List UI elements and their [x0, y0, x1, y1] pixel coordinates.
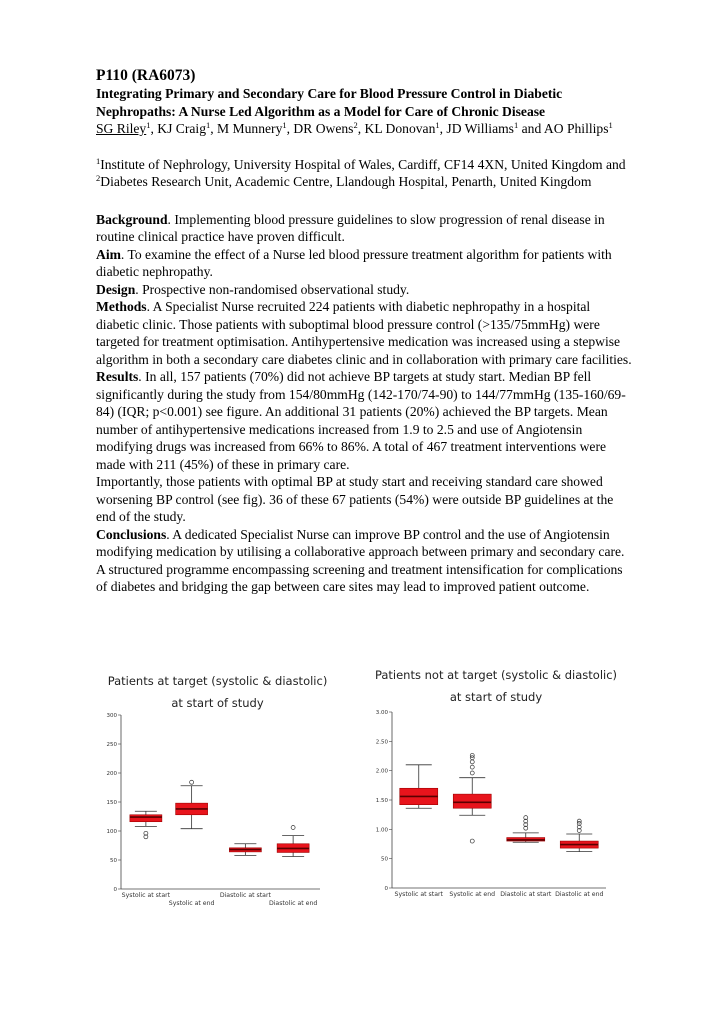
- section-label: Design: [96, 281, 136, 297]
- section-label: Aim: [96, 246, 121, 262]
- author-affil-sup: 1: [608, 120, 613, 130]
- section-conclusions: [96, 526, 636, 596]
- outlier-point: [470, 771, 474, 775]
- section-text: . A dedicated Specialist Nurse can improve BP control and the use of Angiotensin modifying medication by utilising a collaborative approach between primary and secondary care. A structured programme encompassing screening and treatment intensification for complications of diabetes and bridging the gap between care sites may lead to improved patient outcome.: [96, 526, 625, 594]
- chart-title: [366, 664, 626, 708]
- outlier-point: [291, 826, 295, 830]
- affiliation: [96, 156, 636, 191]
- outlier-point: [470, 839, 474, 843]
- y-tick-label: 2.50: [375, 739, 388, 746]
- y-tick-label: 3.00: [375, 710, 388, 716]
- y-tick-label: 250: [106, 742, 117, 748]
- section-background: [96, 211, 636, 246]
- abstract-body: [96, 211, 636, 596]
- chart-title-line: at start of study: [449, 690, 543, 704]
- category-label: Diastolic at start: [500, 891, 552, 898]
- affil-sup: 1: [96, 155, 101, 166]
- box-iqr: [130, 815, 162, 822]
- section-text: . Implementing blood pressure guidelines to slow progression of renal disease in routine clinical practice have proven difficult.: [96, 211, 605, 244]
- author-presenting: SG Riley: [96, 121, 147, 136]
- abstract-title: [96, 85, 636, 120]
- y-tick-label: 1.50: [375, 798, 388, 804]
- y-tick-label: 150: [106, 800, 117, 806]
- y-tick-label: 1.00: [375, 827, 388, 834]
- chart-title-line: Patients at target (systolic & diastolic): [107, 674, 328, 688]
- box-iqr: [453, 794, 491, 808]
- section-label: Background: [96, 211, 168, 227]
- title-line-2: Nephropaths: A Nurse Led Algorithm as a Model for Care of Chronic Disease: [96, 103, 546, 119]
- y-tick-label: 50: [381, 856, 388, 863]
- section-text: . To examine the effect of a Nurse led blood pressure treatment algorithm for patients with diabetic nephropathy.: [96, 246, 612, 279]
- title-line-1: Integrating Primary and Secondary Care for Blood Pressure Control in Diabetic: [96, 86, 563, 101]
- outlier-point: [190, 780, 194, 784]
- category-label: Systolic at end: [449, 891, 496, 898]
- category-label: Diastolic at start: [219, 892, 271, 899]
- y-tick-label: 0: [384, 886, 388, 892]
- chart-title-line: Patients not at target (systolic & diastolic): [374, 668, 618, 682]
- y-tick-label: 100: [106, 829, 117, 835]
- author-affil-sup: 2: [353, 120, 358, 130]
- affil-sup: 2: [96, 173, 101, 183]
- section-text: . Prospective non-randomised observational study.: [135, 281, 410, 297]
- author: and AO Phillips: [518, 121, 609, 136]
- y-tick-label: 200: [106, 771, 117, 777]
- section-text: . A Specialist Nurse recruited 224 patients with diabetic nephropathy in a hospital diabetic clinic. Those patients with suboptimal blood pressure control (>135/75mmHg) were targeted for treatment optimisation. Antihypertensive medication was increased using a stepwise algorithm in both a secondary care diabetes clinic and in collaboration with primary care facilities.: [96, 299, 632, 367]
- category-label: Systolic at end: [168, 900, 215, 907]
- section-methods: [96, 298, 636, 368]
- author: , JD Williams: [439, 121, 514, 136]
- author-affil-sup: 1: [146, 120, 151, 130]
- outlier-point: [470, 765, 474, 769]
- chart-title-line: at start of study: [171, 696, 264, 710]
- outlier-point: [470, 760, 474, 764]
- category-label: Diastolic at end: [268, 900, 318, 907]
- section-label: Results: [96, 369, 139, 384]
- affil-text: Institute of Nephrology, University Hospital of Wales, Cardiff, CF14 4XN, United Kingdom and: [100, 156, 626, 172]
- section-text: . In all, 157 patients (70%) did not achieve BP targets at study start. Median BP fell significantly during the study from 154/80mmHg (142-170/74-90) to 144/77mmHg (135-160/69-84) (IQR; p<0.001) see figure. An additional 31 patients (20%) achieved the BP targets. Mean number of antihypertensive medications increased from 1.9 to 2.5 and use of Angiotensin modifying drugs was increased from 66% to 86%. A total of 467 treatment interventions were made with 211 (45%) of these in primary care.: [96, 369, 626, 472]
- boxplot-at-target: [95, 660, 340, 915]
- y-tick-label: 50: [110, 858, 117, 864]
- author: , KL Donovan: [357, 121, 436, 136]
- author-affil-sup: 1: [513, 120, 519, 130]
- author: , M Munnery: [210, 121, 283, 136]
- section-label: Methods: [96, 299, 147, 314]
- y-tick-label: 300: [106, 713, 117, 719]
- author-affil-sup: 1: [206, 120, 211, 130]
- section-label: Conclusions: [96, 526, 167, 542]
- author: , KJ Craig: [150, 121, 206, 136]
- author-affil-sup: 1: [435, 120, 440, 130]
- section-aim: [96, 246, 636, 281]
- y-tick-label: 0: [113, 887, 117, 893]
- section-results: [96, 368, 636, 473]
- category-label: Systolic at start: [121, 892, 171, 899]
- section-text: Importantly, those patients with optimal BP at study start and receiving standard care showed worsening BP control (see fig). 36 of these 67 patients (54%) were outside BP guidelines at the end of the study.: [96, 474, 614, 524]
- boxplot-not-at-target: [366, 660, 626, 930]
- chart-title: [95, 670, 340, 714]
- author: , DR Owens: [286, 121, 354, 136]
- affil-text: Diabetes Research Unit, Academic Centre, Llandough Hospital, Penarth, United Kingdom: [100, 174, 592, 189]
- author-affil-sup: 1: [282, 120, 287, 130]
- abstract-id: P110 (RA6073): [96, 67, 196, 84]
- section-design: [96, 281, 636, 299]
- author-list: [96, 120, 636, 138]
- category-label: Systolic at start: [394, 891, 443, 898]
- abstract-page: [96, 66, 636, 596]
- y-tick-label: 2.00: [375, 768, 388, 775]
- category-label: Diastolic at end: [555, 891, 604, 898]
- section-results-continued: [96, 473, 636, 526]
